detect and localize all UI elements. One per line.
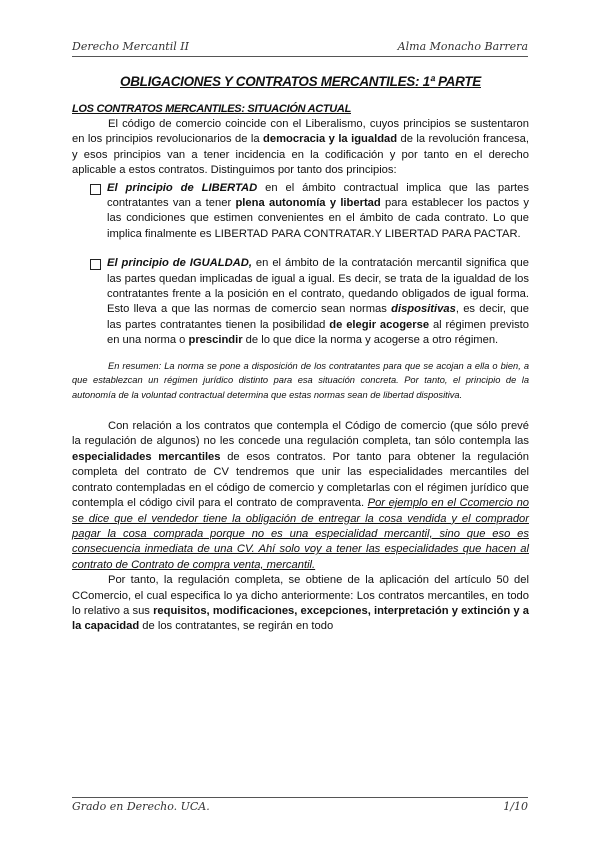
igualdad-bold-elegir: de elegir acogerse (329, 318, 430, 331)
para2-text-2: de esos contratos. Por tanto para obtener la regulación completa del contrato de CV tendremos que unir las especialidades mercantiles del contrato contempladas en el código de comercio y completarlas con el régimen jurídico que contempla el código civil para el contrato de compraventa. (72, 450, 529, 510)
bullet-igualdad (90, 256, 529, 348)
page-footer (72, 797, 528, 813)
para3-text-2: de los contratantes, se regirán en todo (139, 620, 334, 633)
igualdad-bold-prescindir: prescindir (188, 334, 243, 347)
intro-text-1: El código de comercio coincide con el Liberalismo, cuyos principios se sustentaron en los principios revolucionarios de la (72, 118, 529, 146)
intro-paragraph (72, 117, 529, 179)
libertad-bold: plena autonomía y libertad (235, 197, 381, 210)
para3-text-1: Por tanto, la regulación completa, se obtiene de la aplicación del artículo 50 del CComercio, el cual especifica lo ya dicho anteriormente: Los contratos mercantiles, en todo lo relativo a sus (72, 574, 529, 617)
igualdad-bold-dispositivas: dispositivas (391, 303, 456, 316)
spacer (72, 242, 529, 254)
footer-institution: Grado en Derecho. UCA. (72, 800, 210, 813)
igualdad-text-1: en el ámbito de la contratación mercantil significa que las partes quedan implicadas de igual a igual. Es decir, se trata de la igualdad de los contratantes frente a la posición en el contrato, quedando obligados de igual forma. Esto lleva a que las normas de comercio sean normas (107, 257, 529, 316)
igualdad-text-4: de lo que dice la norma y acogerse a otro régimen. (242, 334, 499, 347)
libertad-text-2: para establecer los pactos y las condiciones que estimen convenientes en el ámbito de cada contrato. Lo que implica finalmente es LIBERTAD PARA CONTRATAR.Y LIBERTAD PARA PACTAR. (107, 197, 530, 240)
bullet-libertad (90, 181, 529, 243)
spacer (72, 403, 529, 419)
intro-text-2: de la revolución francesa, y esos principios van a tener incidencia en la codificación y por tanto en el derecho aplicable a estos contratos. Distinguimos por tanto dos principios: (72, 133, 530, 177)
libertad-heading: El principio de LIBERTAD (107, 181, 258, 194)
igualdad-text-2: , es decir, que las partes contratantes tienen la posibilidad (107, 303, 529, 331)
bullet-libertad-text (107, 181, 529, 243)
paragraph-articulo-50 (72, 573, 529, 635)
para2-text-1: Con relación a los contratos que contempla el Código de comercio (que sólo prevé la regulación de algunos) no les concede una regulación completa, tan sólo contempla las (72, 420, 529, 448)
page-header (72, 40, 528, 57)
para3-bold: requisitos, modificaciones, excepciones, interpretación y extinción y a la capacidad (72, 604, 530, 633)
page-number: 1/10 (503, 800, 528, 813)
page-content (72, 68, 529, 635)
section-heading: LOS CONTRATOS MERCANTILES: SITUACIÓN ACTUAL (72, 103, 351, 115)
para2-example-underlined: Por ejemplo en el Ccomercio no se dice que el vendedor tiene la obligación de entregar la cosa vendida y el comprador pagar la cosa comprada porque no es una especialidad mercantil, sino que eso es consecuencia inmediata de una CV. Ahí solo voy a tener las especialidades que hacen al contrato de Contrato de compra venta, mercantil. (72, 497, 530, 571)
intro-bold-democracia: democracia y la igualdad (263, 133, 398, 146)
bullet-igualdad-text (107, 256, 529, 348)
document-title: OBLIGACIONES Y CONTRATOS MERCANTILES: 1ª PARTE (120, 74, 481, 89)
summary-note: En resumen: La norma se pone a disposición de los contratantes para que se acojan a ella o bien, a que establezcan un régimen jurídico distinto para esa situación concreta. Por tanto, el principio de la autonomía de la voluntad contractual determina que estas normas sean de libertad dispositiva. (72, 360, 529, 401)
libertad-text-1: en el ámbito contractual implica que las partes contratantes van a tener (107, 181, 529, 210)
header-course: Derecho Mercantil II (72, 40, 189, 53)
igualdad-text-3: al régimen previsto en una norma o (107, 318, 530, 347)
paragraph-especialidades (72, 419, 529, 573)
igualdad-heading: El principio de IGUALDAD, (107, 257, 252, 270)
checkbox-bullet-icon (90, 259, 101, 270)
checkbox-bullet-icon (90, 184, 101, 195)
para2-bold: especialidades mercantiles (72, 450, 221, 463)
header-author: Alma Monacho Barrera (397, 40, 528, 53)
